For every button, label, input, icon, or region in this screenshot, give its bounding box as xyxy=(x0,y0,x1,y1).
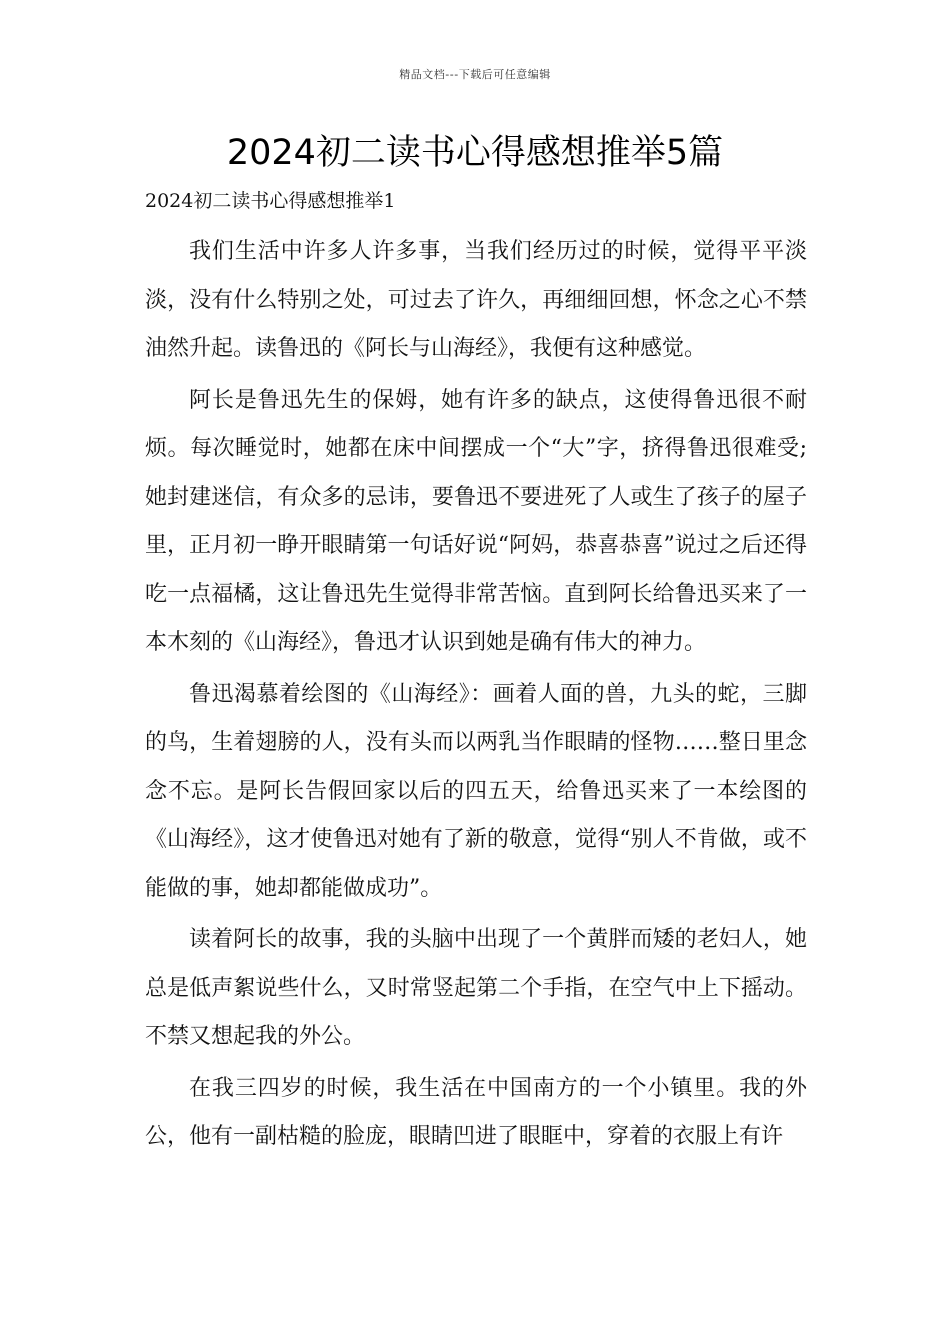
paragraph: 我们生活中许多人许多事，当我们经历过的时候，觉得平平淡淡，没有什么特别之处，可过去了许久，再细细回想，怀念之心不禁油然升起。读鲁迅的《阿长与山海经》，我便有这种感觉。 xyxy=(145,239,807,361)
paragraph: 鲁迅渴慕着绘图的《山海经》：画着人面的兽，九头的蛇，三脚的鸟，生着翅膀的人，没有头而以两乳当作眼睛的怪物……整日里念念不忘。是阿长告假回家以后的四五天，给鲁迅买来了一本绘图的《山海经》，这才使鲁迅对她有了新的敬意，觉得“别人不肯做，或不能做的事，她却都能做成功”。 xyxy=(145,681,807,901)
document-title: 2024初二读书心得感想推举5篇 xyxy=(226,133,724,173)
section-subtitle: 2024初二读书心得感想推举1 xyxy=(145,190,396,212)
paragraph: 在我三四岁的时候，我生活在中国南方的一个小镇里。我的外公，他有一副枯糙的脸庞，眼睛凹进了眼眶中，穿着的衣服上有许 xyxy=(145,1075,807,1149)
paragraph: 读着阿长的故事，我的头脑中出现了一个黄胖而矮的老妇人，她总是低声絮说些什么，又时常竖起第二个手指，在空气中上下摇动。不禁又想起我的外公。 xyxy=(145,927,807,1049)
header-note: 精品文档---下载后可任意编辑 xyxy=(399,68,551,81)
document-body xyxy=(145,228,807,1165)
paragraph: 阿长是鲁迅先生的保姆，她有许多的缺点，这使得鲁迅很不耐烦。每次睡觉时，她都在床中间摆成一个“大”字，挤得鲁迅很难受;她封建迷信，有众多的忌讳，要鲁迅不要进死了人或生了孩子的屋子里，正月初一睁开眼睛第一句话好说“阿妈，恭喜恭喜”说过之后还得吃一点福橘，这让鲁迅先生觉得非常苦恼。直到阿长给鲁迅买来了一本木刻的《山海经》，鲁迅才认识到她是确有伟大的神力。 xyxy=(145,387,807,655)
